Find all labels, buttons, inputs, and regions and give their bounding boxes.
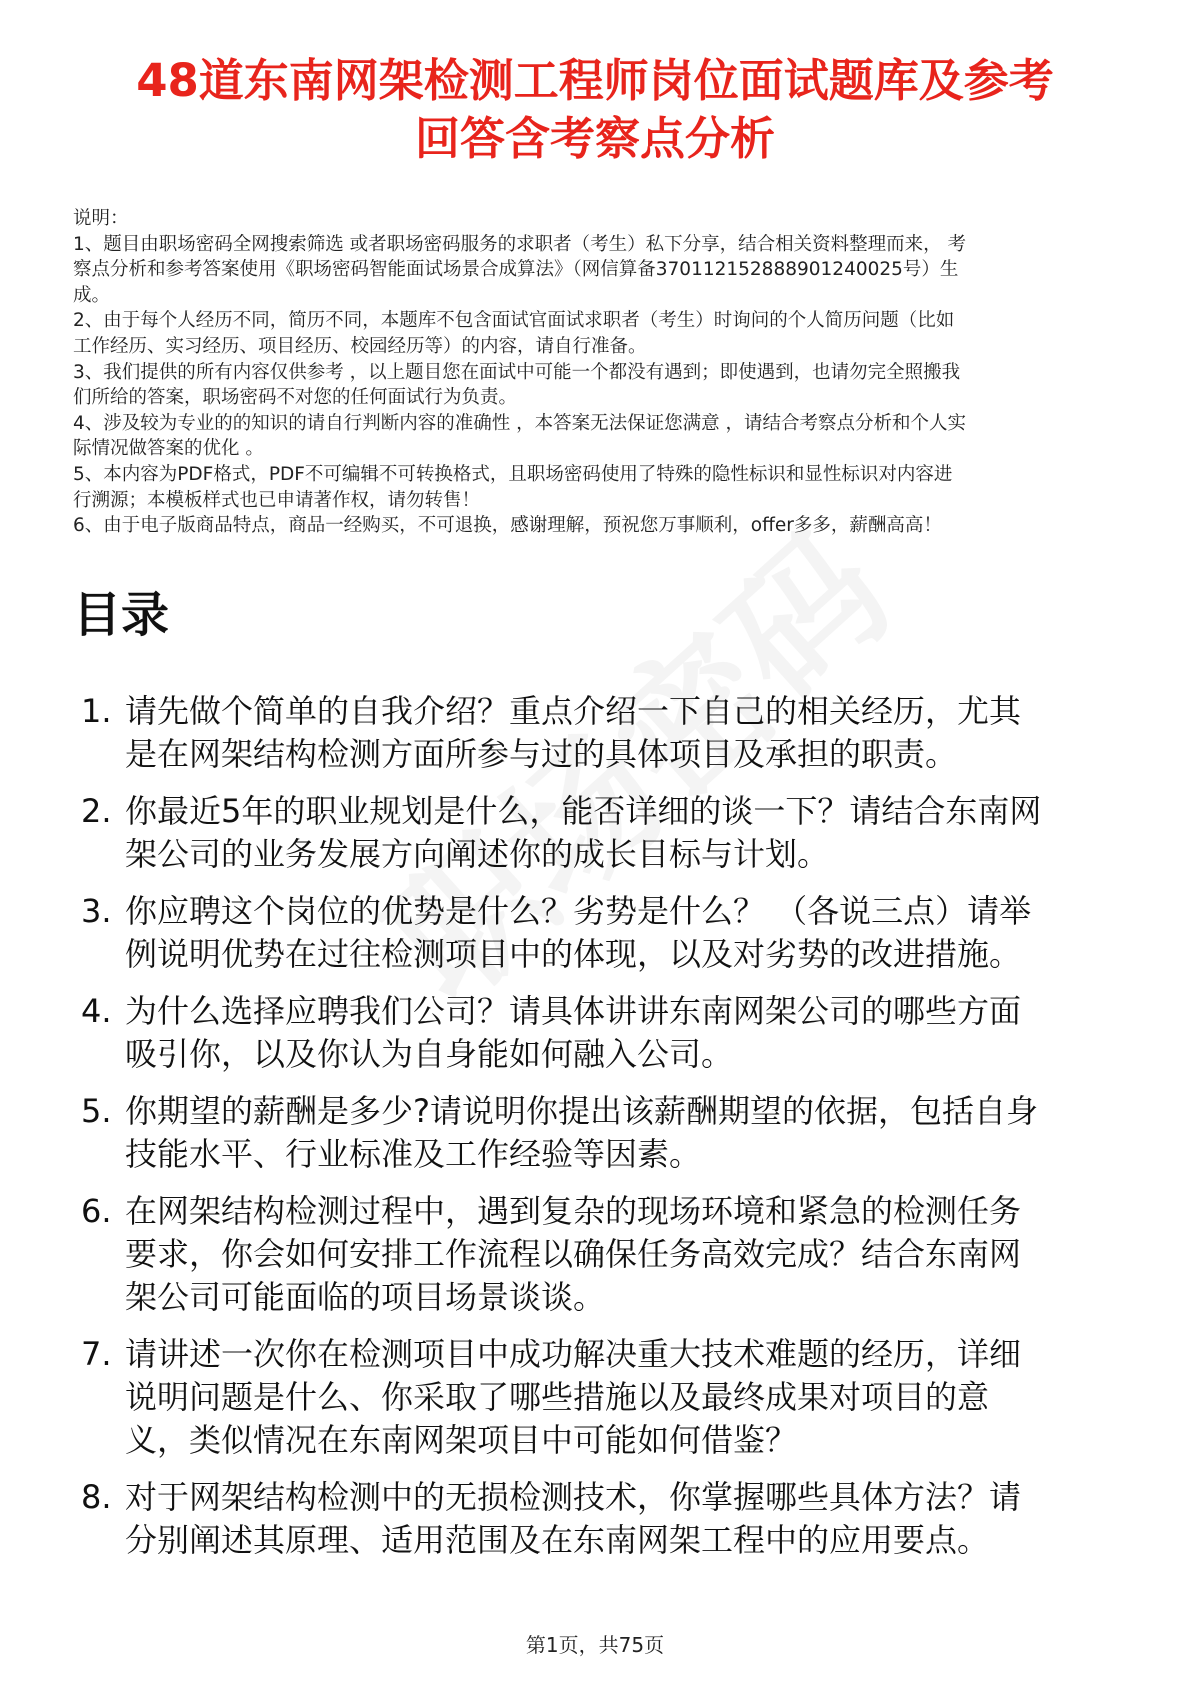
- toc-item-line: 架公司可能面临的项目场景谈谈。: [125, 1278, 606, 1316]
- toc-item[interactable]: [73, 1090, 1133, 1176]
- toc-list: [73, 690, 1133, 1576]
- toc-item[interactable]: [73, 1190, 1133, 1319]
- toc-item-number: 6.: [81, 1192, 112, 1230]
- note-line: 工作经历、实习经历、项目经历、校园经历等）的内容，请自行准备。: [73, 335, 647, 357]
- toc-item[interactable]: [73, 790, 1133, 876]
- toc-item-line: 义，类似情况在东南网架项目中可能如何借鉴？: [125, 1421, 798, 1459]
- toc-item-line: 你期望的薪酬是多少?请说明你提出该薪酬期望的依据，包括自身: [125, 1092, 1038, 1130]
- toc-item-line: 是在网架结构检测方面所参与过的具体项目及承担的职责。: [125, 735, 958, 773]
- note-line: 际情况做答案的优化 。: [73, 438, 264, 460]
- document-title: [60, 52, 1130, 168]
- note-line: 2、由于每个人经历不同，简历不同，本题库不包含面试官面试求职者（考生）时询问的个人简历问题（比如: [73, 310, 955, 332]
- note-line: 3、我们提供的所有内容仅供参考 ，以上题目您在面试中可能一个都没有遇到；即使遇到，也请勿完全照搬我: [73, 361, 961, 383]
- title-line-2: 回答含考察点分析: [414, 112, 775, 165]
- toc-item-number: 7.: [81, 1335, 112, 1373]
- toc-item-line: 架公司的业务发展方向阐述你的成长目标与计划。: [125, 835, 830, 873]
- toc-item-number: 2.: [81, 792, 112, 830]
- toc-item-line: 请先做个简单的自我介绍？重点介绍一下自己的相关经历，尤其: [125, 692, 1022, 730]
- toc-item-number: 8.: [81, 1478, 112, 1516]
- note-line: 1、题目由职场密码全网搜索筛选 或者职场密码服务的求职者（考生）私下分享，结合相关资料整理而来， 考: [73, 233, 967, 255]
- toc-item-line: 分别阐述其原理、适用范围及在东南网架工程中的应用要点。: [125, 1521, 990, 1559]
- toc-heading: 目录: [73, 587, 170, 643]
- toc-item[interactable]: [73, 890, 1133, 976]
- title-line-1: 48道东南网架检测工程师岗位面试题库及参考: [136, 54, 1054, 107]
- toc-item-line: 你最近5年的职业规划是什么，能否详细的谈一下？请结合东南网: [125, 792, 1042, 830]
- toc-item[interactable]: [73, 1333, 1133, 1462]
- note-line: 们所给的答案，职场密码不对您的任何面试行为负责。: [73, 387, 518, 409]
- toc-item-number: 3.: [81, 892, 112, 930]
- toc-item-line: 技能水平、行业标准及工作经验等因素。: [125, 1135, 702, 1173]
- note-line: 6、由于电子版商品特点，商品一经购买，不可退换，感谢理解，预祝您万事顺利，offer多多，薪酬高高！: [73, 515, 942, 537]
- toc-item[interactable]: [73, 990, 1133, 1076]
- toc-item-line: 为什么选择应聘我们公司？请具体讲讲东南网架公司的哪些方面: [125, 992, 1022, 1030]
- toc-item-line: 要求，你会如何安排工作流程以确保任务高效完成？结合东南网: [125, 1235, 1022, 1273]
- toc-item-line: 在网架结构检测过程中，遇到复杂的现场环境和紧急的检测任务: [125, 1192, 1022, 1230]
- toc-item-line: 你应聘这个岗位的优势是什么？劣势是什么？ （各说三点）请举: [125, 892, 1032, 930]
- note-line: 行溯源；本模板样式也已申请著作权，请勿转售！: [73, 489, 481, 511]
- note-line: 成。: [73, 284, 111, 306]
- toc-item[interactable]: [73, 690, 1133, 776]
- toc-item-line: 吸引你，以及你认为自身能如何融入公司。: [125, 1035, 734, 1073]
- page-number-footer: 第1页，共75页: [525, 1633, 665, 1657]
- note-line: 5、本内容为PDF格式，PDF不可编辑不可转换格式，且职场密码使用了特殊的隐性标识和显性标识对内容进: [73, 463, 953, 485]
- toc-item-number: 5.: [81, 1092, 112, 1130]
- toc-item[interactable]: [73, 1476, 1133, 1562]
- toc-item-line: 请讲述一次你在检测项目中成功解决重大技术难题的经历，详细: [125, 1335, 1022, 1373]
- toc-item-line: 例说明优势在过往检测项目中的体现，以及对劣势的改进措施。: [125, 935, 1022, 973]
- note-line: 4、涉及较为专业的的知识的请自行判断内容的准确性 ，本答案无法保证您满意 ，请结合考察点分析和个人实: [73, 412, 967, 434]
- note-line: 察点分析和参考答案使用《职场密码智能面试场景合成算法》（网信算备370112152888901240025号）生: [73, 259, 959, 281]
- toc-item-number: 4.: [81, 992, 112, 1030]
- toc-item-line: 说明问题是什么、你采取了哪些措施以及最终成果对项目的意: [125, 1378, 990, 1416]
- toc-item-number: 1.: [81, 692, 112, 730]
- notes-section: [73, 206, 1133, 539]
- note-line: 说明：: [73, 208, 129, 229]
- toc-item-line: 对于网架结构检测中的无损检测技术，你掌握哪些具体方法？请: [125, 1478, 1022, 1516]
